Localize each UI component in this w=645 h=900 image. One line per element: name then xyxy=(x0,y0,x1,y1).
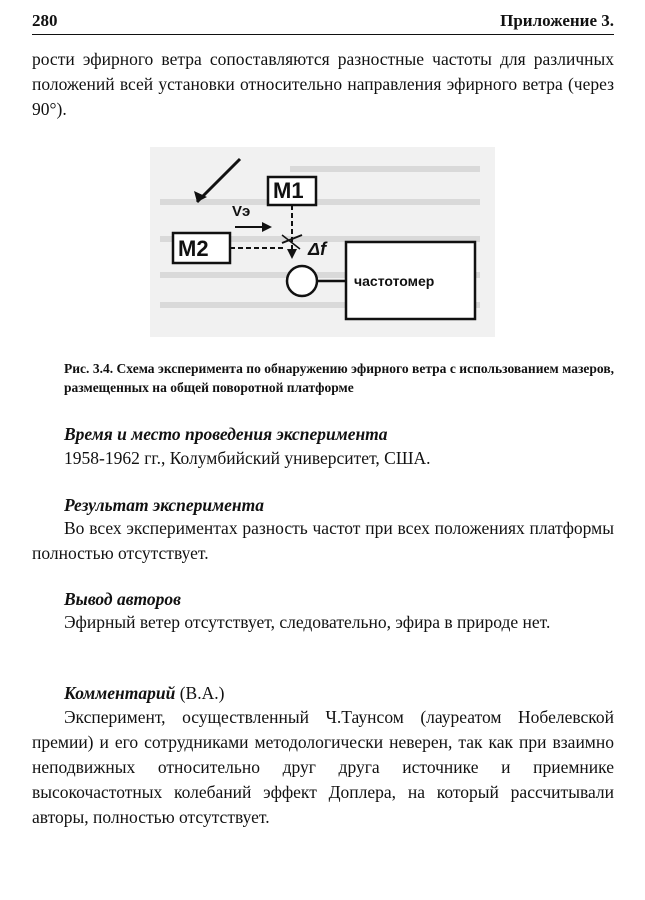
figure-diagram xyxy=(150,147,495,337)
section-heading-result: Результат эксперимента xyxy=(64,495,264,515)
intro-paragraph: рости эфирного ветра сопоставляются разностные частоты для различных положений всей установки относительно направления эфирного ветра (через 90°). xyxy=(32,49,614,119)
m2-label: M2 xyxy=(178,236,209,261)
section-heading-comment xyxy=(64,681,224,705)
comment-title: Комментарий xyxy=(64,683,176,703)
section-body-conclusion: Эфирный ветер отсутствует, следовательно, эфира в природе нет. xyxy=(64,612,551,632)
section-heading-time-place: Время и место проведения эксперимента xyxy=(64,424,388,444)
velocity-label: Vэ xyxy=(232,203,251,220)
counter-label: частотомер xyxy=(354,273,435,289)
section-body-comment: Эксперимент, осуществленный Ч.Таунсом (лауреатом Нобелевской премии) и его сотрудниками методологически неверен, так как при взаимно неподвижных относительно друг друга источнике и приемнике высокочастотных колебаний эффект Доплера, на который рассчитывали авторы, полностью отсутствует. xyxy=(32,707,614,827)
delta-f-label: Δf xyxy=(308,239,327,259)
m1-label: M1 xyxy=(273,178,304,203)
section-title: Приложение 3. xyxy=(500,11,614,30)
section-body-time-place: 1958-1962 гг., Колумбийский университет, США. xyxy=(64,448,431,468)
velocity-arrow-head xyxy=(262,222,272,232)
comment-author: (В.А.) xyxy=(179,683,225,703)
running-header xyxy=(32,8,614,35)
detector-circle xyxy=(287,266,317,296)
section-body-result: Во всех экспериментах разность частот при всех положениях платформы полностью отсутствует. xyxy=(32,518,614,563)
figure-caption: Рис. 3.4. Схема эксперимента по обнаружению эфирного ветра с использованием мазеров, размещенных на общей поворотной платформе xyxy=(64,361,614,395)
page-number: 280 xyxy=(32,11,58,30)
m1-beam-arrowhead xyxy=(287,249,297,259)
section-heading-conclusion: Вывод авторов xyxy=(64,589,181,609)
